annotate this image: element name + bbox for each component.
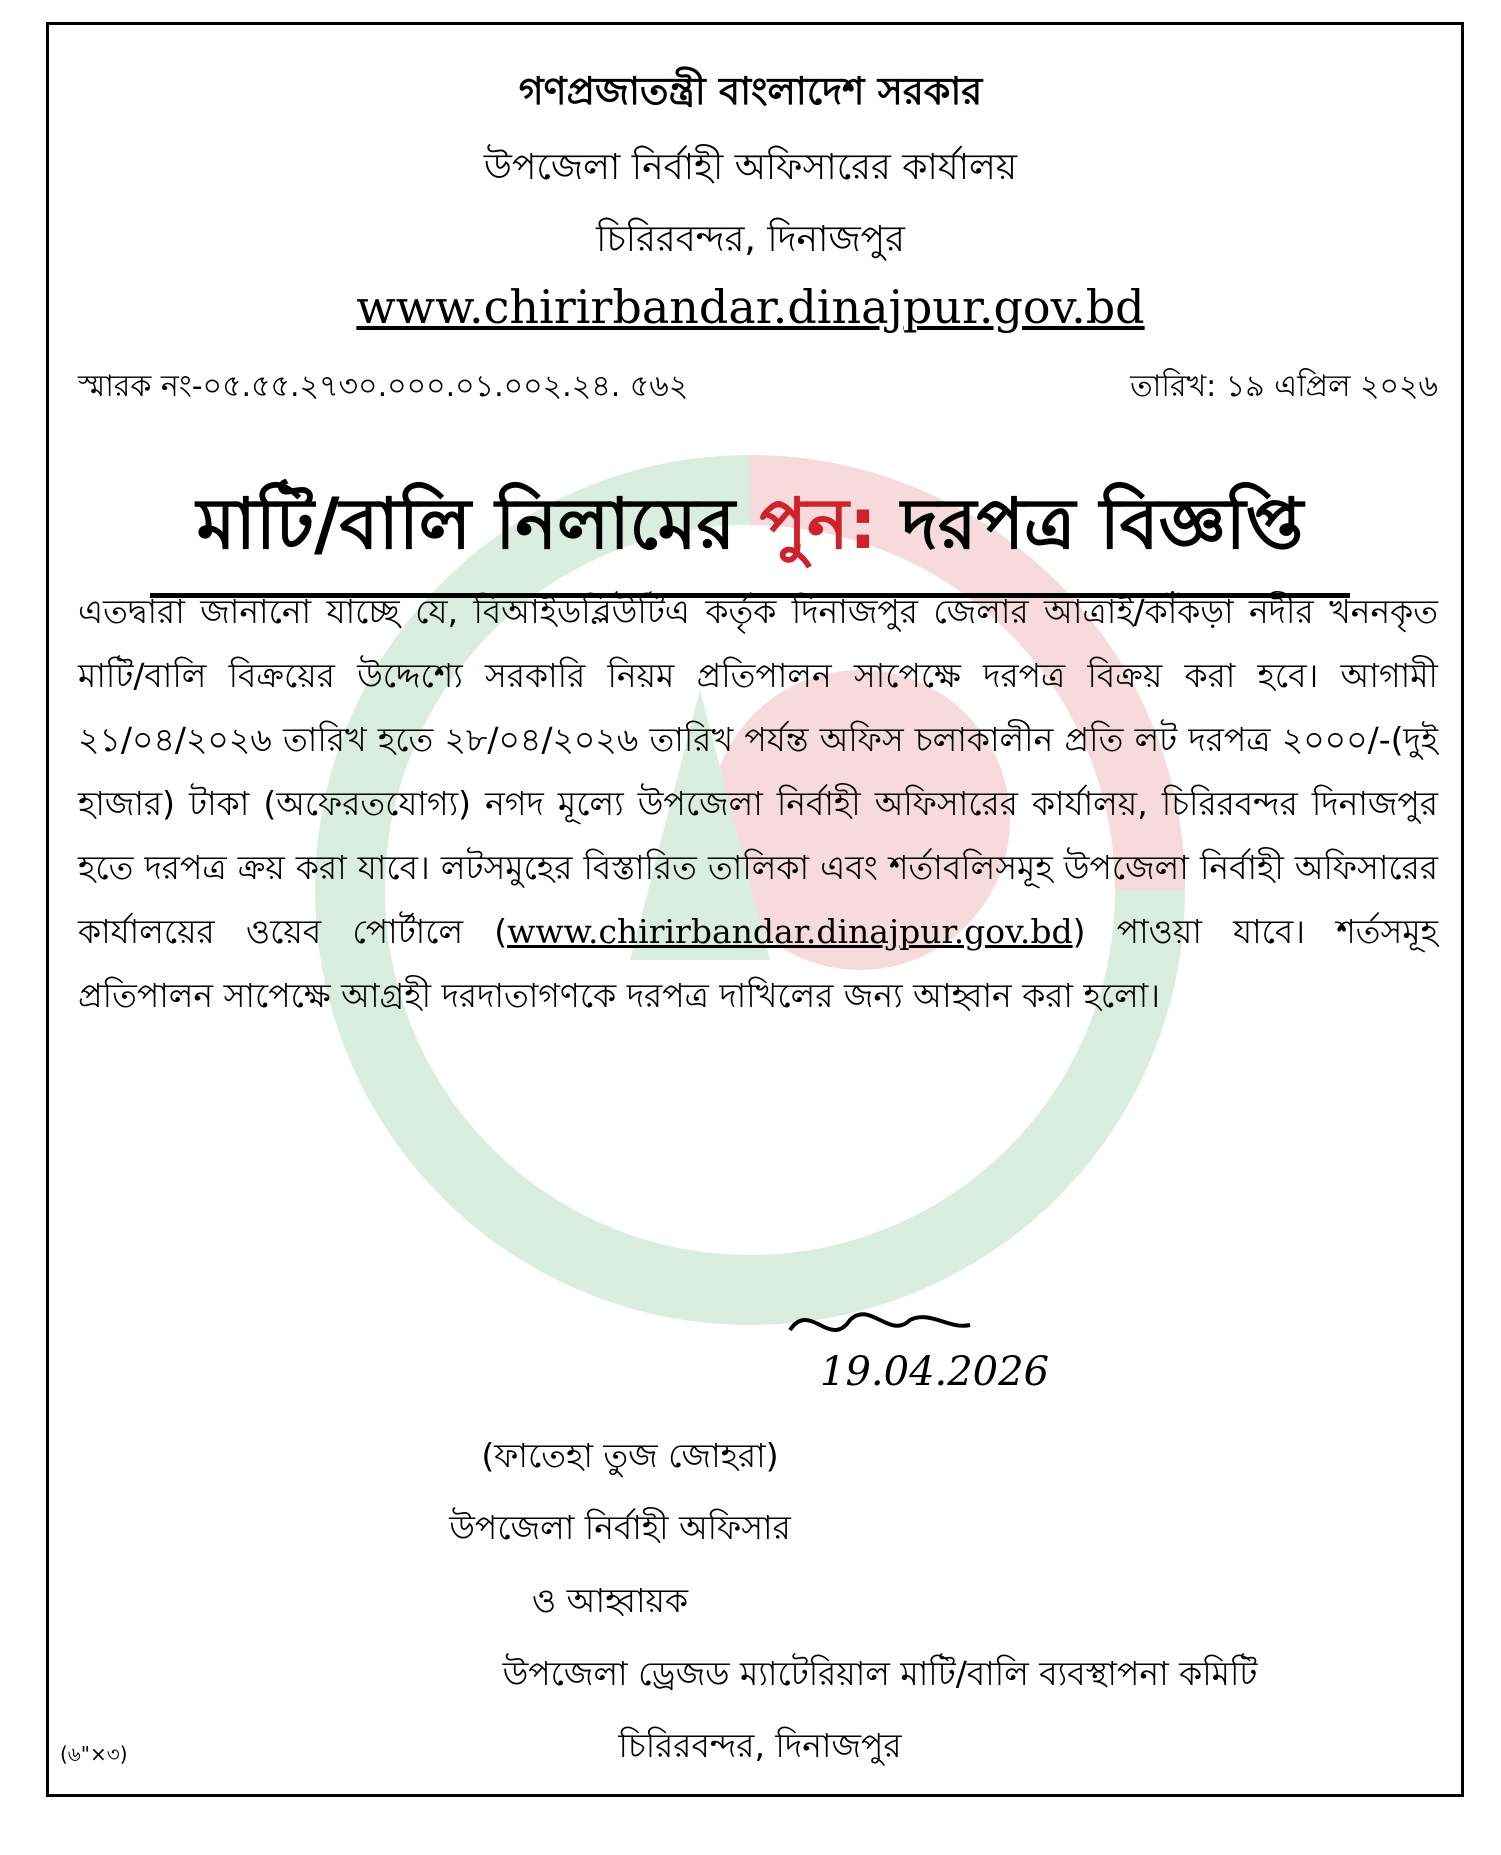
notice-title bbox=[150, 470, 1350, 598]
signature-stroke bbox=[790, 1314, 970, 1330]
handwritten-signature bbox=[780, 1290, 1160, 1400]
website-link[interactable]: www.chirirbandar.dinajpur.gov.bd bbox=[356, 280, 1145, 334]
memo-row bbox=[78, 362, 1438, 413]
office-name: উপজেলা নির্বাহী অফিসারের কার্যালয় bbox=[483, 147, 1018, 188]
signatory-title: উপজেলা নির্বাহী অফিসার bbox=[449, 1508, 791, 1547]
signatory-place: চিরিরবন্দর, দিনাজপুর bbox=[618, 1726, 902, 1765]
signatory-name: (ফাতেহা তুজ জোহরা) bbox=[481, 1436, 779, 1475]
notice-body bbox=[78, 580, 1438, 1028]
body-text-before-url: এতদ্বারা জানানো যাচ্ছে যে, বিআইডব্লিউটিএ কর্তৃক দিনাজপুর জেলার আত্রাই/কাঁকড়া নদীর খননকৃত মাটি/বালি বিক্রয়ের উদ্দেশ্যে সরকারি নিয়ম প্রতিপালন সাপেক্ষে দরপত্র বিক্রয় করা হবে। আগামী ২১/০৪/২০২৬ তারিখ হতে ২৮/০৪/২০২৬ তারিখ পর্যন্ত অফিস চলাকালীন প্রতি লট দরপত্র ২০০০/-(দুই হাজার) টাকা (অফেরতযোগ্য) নগদ মূল্যে উপজেলা নির্বাহী অফিসারের কার্যালয়, চিরিরবন্দর দিনাজপুর হতে দরপত্র ক্রয় করা যাবে। লটসমুহের বিস্তারিত তালিকা এবং শর্তাবলিসমূহ উপজেলা নির্বাহী অফিসারের কার্যালয়ের ওয়েব পোর্টালে ( bbox=[78, 592, 1438, 951]
body-website-link[interactable]: www.chirirbandar.dinajpur.gov.bd bbox=[507, 912, 1073, 951]
memo-number: স্মারক নং-০৫.৫৫.২৭৩০.০০০.০১.০০২.২৪. ৫৬২ bbox=[78, 369, 689, 404]
title-accent: পুন: bbox=[759, 483, 877, 565]
signatory-committee: উপজেলা ড্রেজড ম্যাটেরিয়াল মাটি/বালি ব্যবস্থাপনা কমিটি bbox=[502, 1654, 1258, 1693]
title-part2: দরপত্র বিজ্ঞপ্তি bbox=[876, 483, 1304, 565]
signature-date: 19.04.2026 bbox=[820, 1349, 1050, 1395]
title-part1: মাটি/বালি নিলামের bbox=[196, 483, 760, 565]
body-text-after-url: ) পাওয়া যাবে। শর্তসমূহ প্রতিপালন সাপেক্ষে আগ্রহী দরদাতাগণকে দরপত্র দাখিলের জন্য আহ্বান করা হলো। bbox=[78, 912, 1438, 1015]
memo-date: তারিখ: ১৯ এপ্রিল ২০২৬ bbox=[1130, 369, 1438, 404]
government-name: গণপ্রজাতন্ত্রী বাংলাদেশ সরকার bbox=[518, 69, 983, 113]
ad-size-note: (৬"×৩) bbox=[60, 1742, 128, 1766]
signatory-role: ও আহ্বায়ক bbox=[531, 1581, 689, 1620]
office-location: চিরিরবন্দর, দিনাজপুর bbox=[596, 219, 905, 260]
